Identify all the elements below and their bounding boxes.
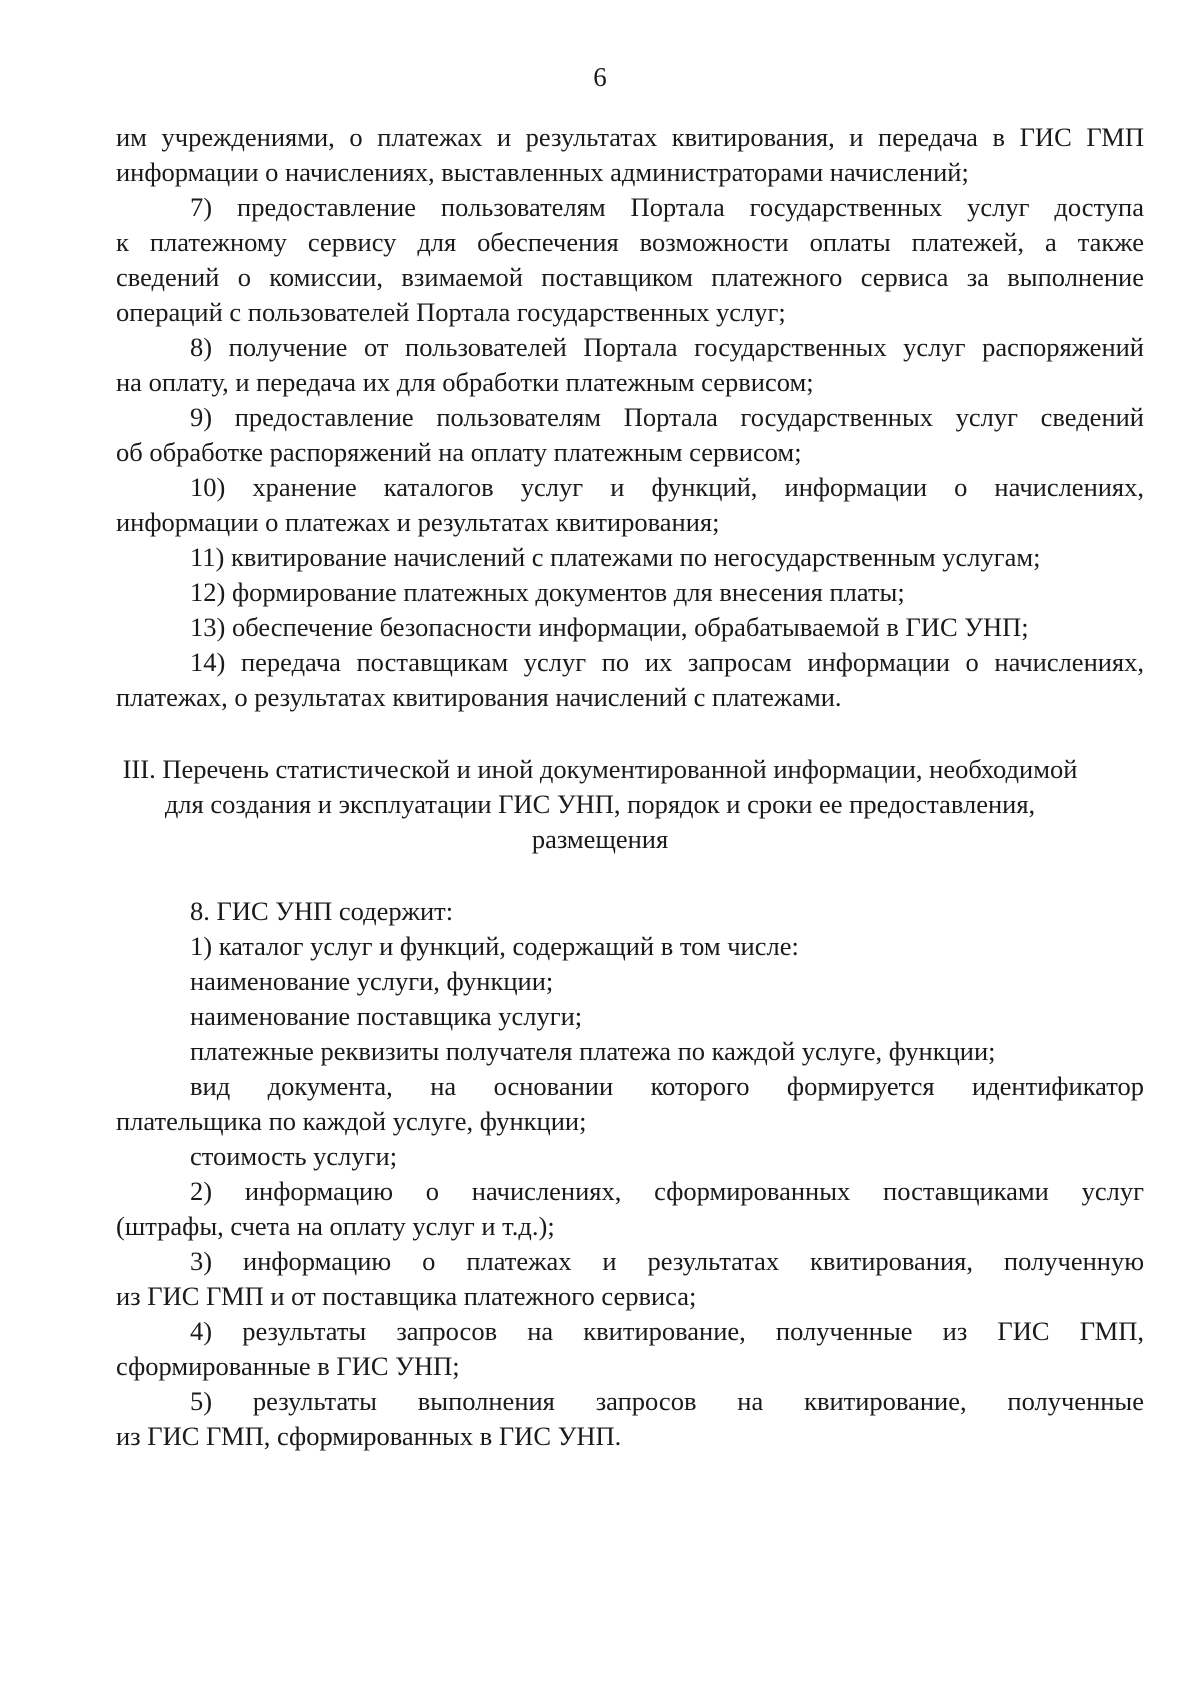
text-line: 5) результаты выполнения запросов на квитирование, полученные bbox=[190, 1386, 1144, 1416]
text-line: сформированные в ГИС УНП; bbox=[116, 1351, 460, 1381]
text-line: 13) обеспечение безопасности информации, обрабатываемой в ГИС УНП; bbox=[190, 612, 1029, 642]
text-line: операций с пользователей Портала государственных услуг; bbox=[116, 297, 786, 327]
text-line: 4) результаты запросов на квитирование, полученные из ГИС ГМП, bbox=[190, 1316, 1144, 1346]
text-line: платежные реквизиты получателя платежа по каждой услуге, функции; bbox=[190, 1036, 996, 1066]
text-line: им учреждениями, о платежах и результатах квитирования, и передача в ГИС ГМП bbox=[116, 122, 1144, 152]
section-heading-line: для создания и эксплуатации ГИС УНП, порядок и сроки ее предоставления, bbox=[164, 789, 1036, 819]
text-line: информации о платежах и результатах квитирования; bbox=[116, 507, 720, 537]
text-line: вид документа, на основании которого формируется идентификатор bbox=[190, 1071, 1144, 1101]
text-line: 1) каталог услуг и функций, содержащий в том числе: bbox=[190, 931, 799, 961]
text-line: (штрафы, счета на оплату услуг и т.д.); bbox=[116, 1211, 555, 1241]
text-line: 3) информацию о платежах и результатах квитирования, полученную bbox=[190, 1246, 1144, 1276]
text-line: 10) хранение каталогов услуг и функций, информации о начислениях, bbox=[190, 472, 1144, 502]
page-number: 6 bbox=[593, 62, 607, 92]
text-line: наименование услуги, функции; bbox=[190, 966, 554, 996]
text-line: 9) предоставление пользователям Портала государственных услуг сведений bbox=[190, 402, 1144, 432]
text-line: 11) квитирование начислений с платежами по негосударственным услугам; bbox=[190, 542, 1041, 572]
text-line: на оплату, и передача их для обработки платежным сервисом; bbox=[116, 367, 814, 397]
text-line: платежах, о результатах квитирования начислений с платежами. bbox=[116, 682, 842, 712]
text-line: 8) получение от пользователей Портала государственных услуг распоряжений bbox=[190, 332, 1144, 362]
text-line: об обработке распоряжений на оплату платежным сервисом; bbox=[116, 437, 802, 467]
text-line: 14) передача поставщикам услуг по их запросам информации о начислениях, bbox=[190, 647, 1144, 677]
text-line: 7) предоставление пользователям Портала государственных услуг доступа bbox=[190, 192, 1144, 222]
text-line: к платежному сервису для обеспечения возможности оплаты платежей, а также bbox=[116, 227, 1144, 257]
section-heading-line: III. Перечень статистической и иной документированной информации, необходимой bbox=[122, 754, 1078, 784]
text-line: 12) формирование платежных документов для внесения платы; bbox=[190, 577, 905, 607]
text-line: информации о начислениях, выставленных администраторами начислений; bbox=[116, 157, 969, 187]
section-heading-line: размещения bbox=[531, 824, 669, 854]
text-line: стоимость услуги; bbox=[190, 1141, 398, 1171]
text-line: из ГИС ГМП и от поставщика платежного сервиса; bbox=[116, 1281, 697, 1311]
text-line: 8. ГИС УНП содержит: bbox=[190, 896, 454, 926]
text-line: сведений о комиссии, взимаемой поставщиком платежного сервиса за выполнение bbox=[116, 262, 1144, 292]
text-line: 2) информацию о начислениях, сформированных поставщиками услуг bbox=[190, 1176, 1144, 1206]
text-line: плательщика по каждой услуге, функции; bbox=[116, 1106, 587, 1136]
text-line: наименование поставщика услуги; bbox=[190, 1001, 583, 1031]
text-line: из ГИС ГМП, сформированных в ГИС УНП. bbox=[116, 1421, 622, 1451]
